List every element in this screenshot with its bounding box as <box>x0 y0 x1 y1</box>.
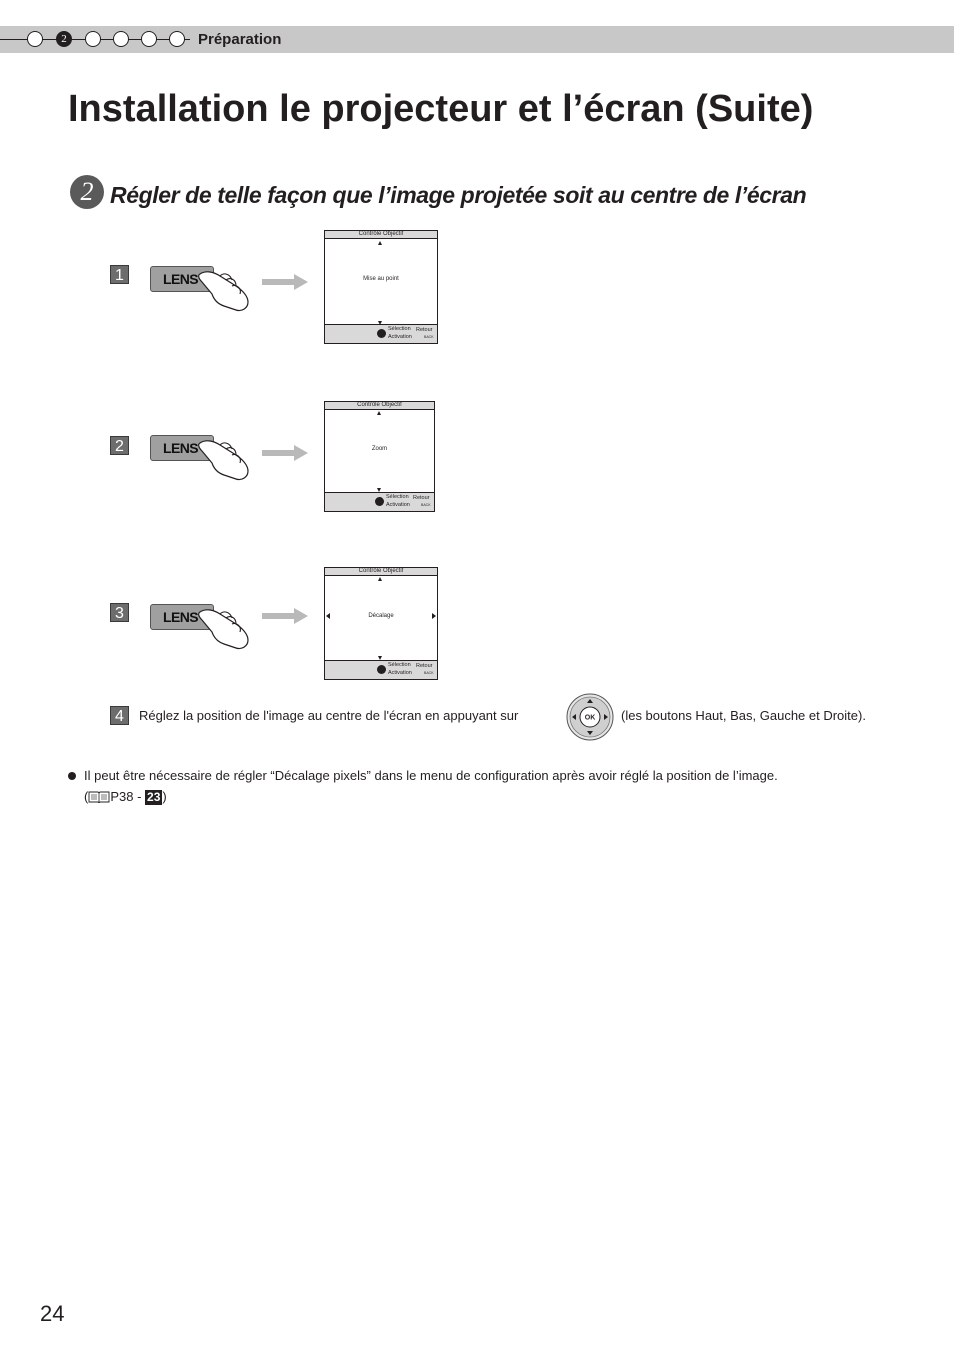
chapter-marker-6 <box>169 31 185 47</box>
direction-pad-icon <box>566 693 614 741</box>
up-triangle-icon <box>378 577 382 581</box>
lens-button: LENS <box>150 266 214 292</box>
page-title: Installation le projecteur et l’écran (Suite) <box>68 88 814 130</box>
bullet-icon <box>68 772 76 780</box>
up-triangle-icon <box>378 241 382 245</box>
osd-lens-control-zoom <box>324 401 435 512</box>
osd-item: Décalage <box>368 613 394 619</box>
note-text: Il peut être nécessaire de régler “Décalage pixels” dans le menu de configuration après avoir réglé la position de l’image. <box>84 768 778 783</box>
lens-button: LENS <box>150 604 214 630</box>
substep-number: 3 <box>110 603 129 622</box>
page-number: 24 <box>40 1301 65 1326</box>
osd-selection: Sélection <box>386 494 409 500</box>
osd-back: BACK <box>421 503 431 507</box>
osd-lens-control-focus <box>324 230 438 344</box>
chapter-marker-5 <box>141 31 157 47</box>
substep-number: 2 <box>110 436 129 455</box>
osd-back: BACK <box>424 335 434 339</box>
pressing-hand-icon <box>196 264 252 314</box>
osd-retour: Retour <box>413 495 430 501</box>
pad-ok-label: OK <box>584 714 596 722</box>
right-arrow-icon <box>262 274 308 290</box>
osd-activation: Activation <box>388 334 412 340</box>
chapter-marker-2-active: 2 <box>56 31 72 47</box>
osd-title: Contrôle Objectif <box>325 568 437 576</box>
up-triangle-icon <box>377 411 381 415</box>
osd-footer <box>325 660 437 679</box>
pressing-hand-icon <box>196 433 252 483</box>
step4-instruction: Réglez la position de l'image au centre de l'écran en appuyant sur <box>139 708 519 723</box>
lens-button: LENS <box>150 435 214 461</box>
osd-retour: Retour <box>416 663 433 669</box>
osd-footer <box>325 324 437 343</box>
ref-page: P38 - <box>110 789 142 804</box>
ref-badge: 23 <box>147 790 161 804</box>
ref-close: ) <box>162 789 167 804</box>
osd-selection: Sélection <box>388 662 411 668</box>
right-arrow-icon <box>262 608 308 624</box>
ref-open: ( <box>84 789 89 804</box>
osd-retour: Retour <box>416 327 433 333</box>
step-number-badge: 2 <box>70 175 104 209</box>
chapter-marker-3 <box>85 31 101 47</box>
osd-selection: Sélection <box>388 326 411 332</box>
osd-title: Contrôle Objectif <box>325 231 437 239</box>
section-label: Préparation <box>198 31 282 48</box>
right-triangle-icon <box>432 613 436 619</box>
osd-footer <box>325 492 434 511</box>
osd-activation: Activation <box>386 502 410 508</box>
pressing-hand-icon <box>196 602 252 652</box>
nav-pad-icon <box>377 665 386 674</box>
osd-title: Contrôle Objectif <box>325 402 434 410</box>
page-reference <box>84 788 167 806</box>
osd-activation: Activation <box>388 670 412 676</box>
osd-lens-control-shift <box>324 567 438 680</box>
osd-back: BACK <box>424 671 434 675</box>
book-reference-icon <box>88 790 110 803</box>
substep-number: 1 <box>110 265 129 284</box>
step4-instruction-suffix: (les boutons Haut, Bas, Gauche et Droite). <box>621 708 866 723</box>
chapter-marker-1 <box>27 31 43 47</box>
osd-item: Mise au point <box>363 276 399 282</box>
substep-number: 4 <box>110 706 129 725</box>
nav-pad-icon <box>377 329 386 338</box>
chapter-marker-4 <box>113 31 129 47</box>
right-arrow-icon <box>262 445 308 461</box>
step-heading: Régler de telle façon que l’image projetée soit au centre de l’écran <box>110 182 807 208</box>
nav-pad-icon <box>375 497 384 506</box>
osd-item: Zoom <box>371 446 388 452</box>
